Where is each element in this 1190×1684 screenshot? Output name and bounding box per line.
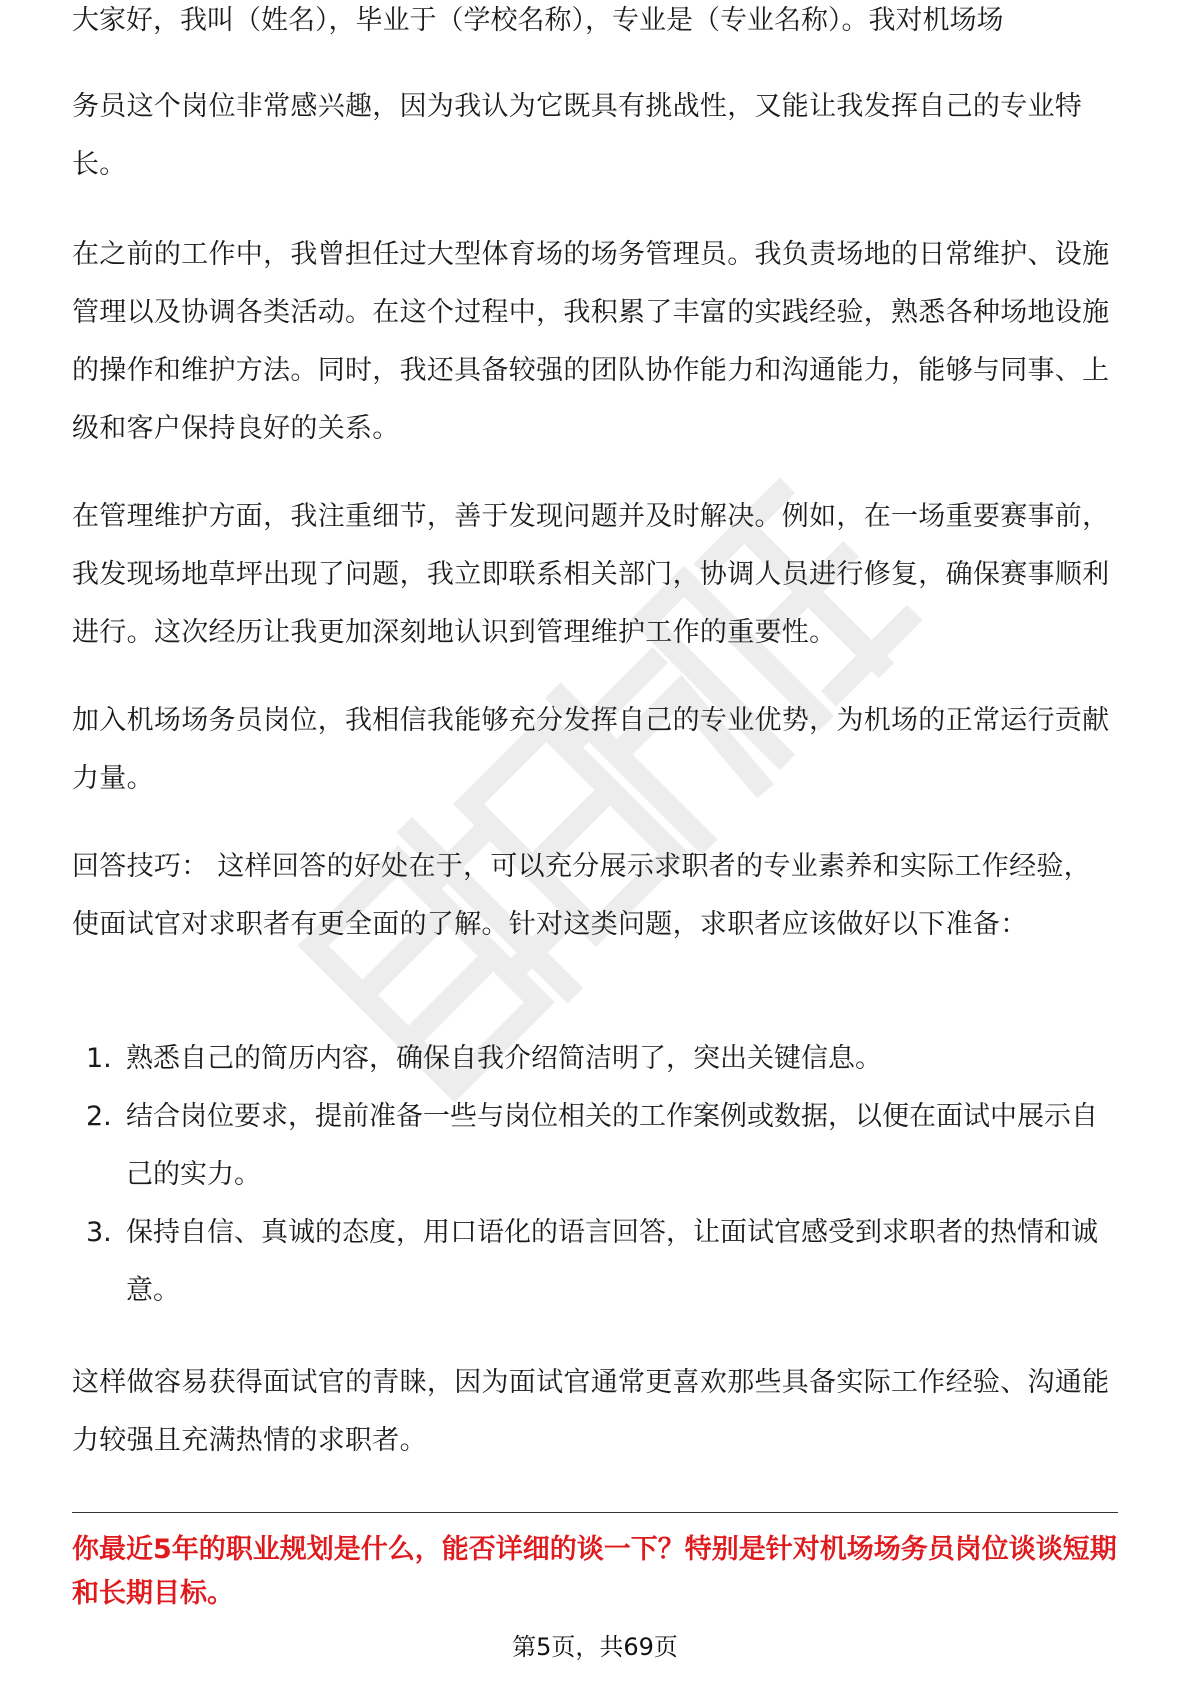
next-question-heading: 你最近5年的职业规划是什么，能否详细的谈一下？特别是针对机场场务员岗位谈谈短期和长期目标。: [72, 1534, 1117, 1609]
list-item-text: 熟悉自己的简历内容，确保自我介绍简洁明了，突出关键信息。: [126, 1043, 882, 1074]
section-divider: [72, 1512, 1118, 1513]
list-item-number: 2.: [86, 1101, 112, 1132]
list-item: [72, 1204, 1118, 1320]
list-item-text: 结合岗位要求，提前准备一些与岗位相关的工作案例或数据，以便在面试中展示自己的实力。: [126, 1101, 1098, 1190]
preparation-list: [72, 1030, 1118, 1320]
maintenance-detail-paragraph: 在管理维护方面，我注重细节，善于发现问题并及时解决。例如，在一场重要赛事前，我发现场地草坪出现了问题，我立即联系相关部门，协调人员进行修复，确保赛事顺利进行。这次经历让我更加深刻地认识到管理维护工作的重要性。: [72, 501, 1110, 648]
cut-off-top-line: [72, 5, 1118, 62]
experience-paragraph: 在之前的工作中，我曾担任过大型体育场的场务管理员。我负责场地的日常维护、设施管理以及协调各类活动。在这个过程中，我积累了丰富的实践经验，熟悉各种场地设施的操作和维护方法。同时，我还具备较强的团队协作能力和沟通能力，能够与同事、上级和客户保持良好的关系。: [72, 239, 1110, 444]
list-item-text: 保持自信、真诚的态度，用口语化的语言回答，让面试官感受到求职者的热情和诚意。: [126, 1217, 1098, 1306]
cut-off-top-line-text: 大家好，我叫（姓名），毕业于（学校名称），专业是（专业名称）。我对机场场: [72, 5, 1004, 36]
intro-paragraph: 务员这个岗位非常感兴趣，因为我认为它既具有挑战性，又能让我发挥自己的专业特长。: [72, 91, 1083, 180]
list-item: [72, 1030, 1118, 1088]
list-item-number: 1.: [86, 1043, 112, 1074]
list-item-number: 3.: [86, 1217, 112, 1248]
summary-paragraph: 这样做容易获得面试官的青睐，因为面试官通常更喜欢那些具备实际工作经验、沟通能力较强且充满热情的求职者。: [72, 1367, 1110, 1456]
list-item: [72, 1088, 1118, 1204]
join-paragraph: 加入机场场务员岗位，我相信我能够充分发挥自己的专业优势，为机场的正常运行贡献力量。: [72, 705, 1110, 794]
answer-tips-paragraph: 回答技巧： 这样回答的好处在于，可以充分展示求职者的专业素养和实际工作经验，使面试官对求职者有更全面的了解。针对这类问题，求职者应该做好以下准备：: [72, 851, 1091, 940]
page-footer: [0, 1632, 1190, 1662]
page-number: 第5页，共69页: [512, 1633, 678, 1661]
